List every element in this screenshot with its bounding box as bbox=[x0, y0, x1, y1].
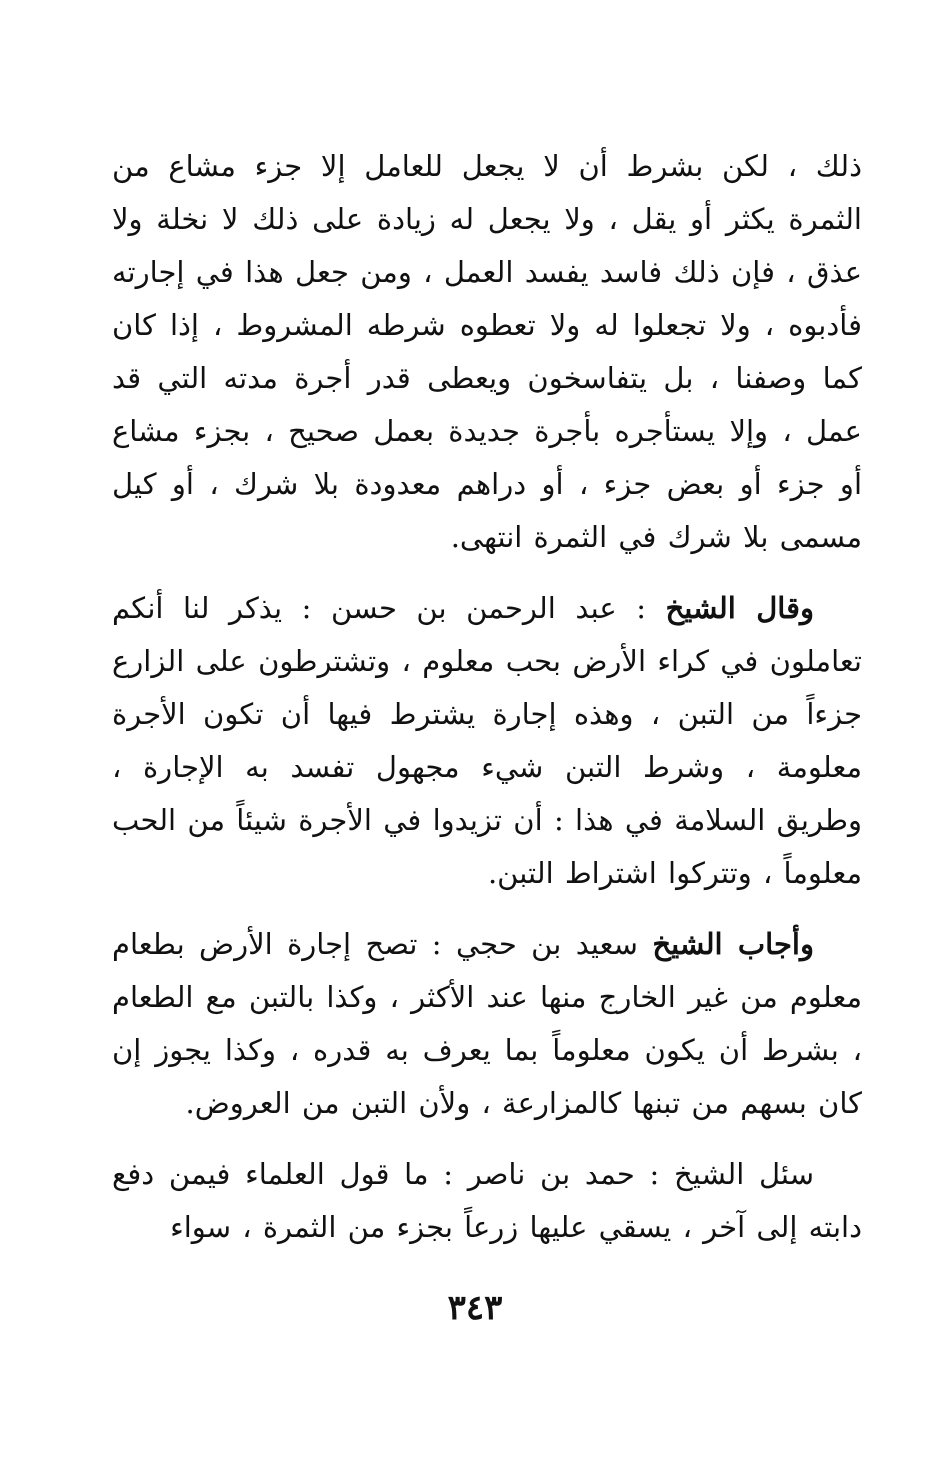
paragraph-1 bbox=[112, 140, 862, 564]
paragraph-2-text: : عبد الرحمن بن حسن : يذكر لنا أنكم تعاملون في كراء الأرض بحب معلوم ، وتشترطون على الزارع جزءاً من التبن ، وهذه إجارة يشترط فيها أن تكون الأجرة معلومة ، وشرط التبن شيء مجهول تفسد به الإجارة ، وطريق السلامة في هذا : أن تزيدوا في الأجرة شيئاً من الحب معلوماً ، وتتركوا اشتراط التبن. bbox=[112, 591, 862, 890]
paragraph-4-text: سئل الشيخ : حمد بن ناصر : ما قول العلماء فيمن دفع دابته إلى آخر ، يسقي عليها زرعاً بجزء من الثمرة ، سواء bbox=[112, 1157, 862, 1244]
paragraph-3-text: سعيد بن حجي : تصح إجارة الأرض بطعام معلوم من غير الخارج منها عند الأكثر ، وكذا بالتبن مع الطعام ، بشرط أن يكون معلوماً بما يعرف به قدره ، وكذا يجوز إن كان بسهم من تبنها كالمزارعة ، ولأن التبن من العروض. bbox=[112, 927, 862, 1120]
paragraph-4 bbox=[112, 1148, 862, 1254]
paragraph-3 bbox=[112, 918, 862, 1130]
page-number: ٣٤٣ bbox=[447, 1288, 503, 1328]
paragraph-3-lead: وأجاب الشيخ bbox=[652, 927, 814, 961]
paragraph-1-text: ذلك ، لكن بشرط أن لا يجعل للعامل إلا جزء مشاع من الثمرة يكثر أو يقل ، ولا يجعل له زيادة على ذلك لا نخلة ولا عذق ، فإن ذلك فاسد يفسد العمل ، ومن جعل هذا في إجارته فأدبوه ، ولا تجعلوا له ولا تعطوه شرطه المشروط ، إذا كان كما وصفنا ، بل يتفاسخون ويعطى قدر أجرة مدته التي قد عمل ، وإلا يستأجره بأجرة جديدة بعمل صحيح ، بجزء مشاع أو جزء أو بعض جزء ، أو دراهم معدودة بلا شرك ، أو كيل مسمى بلا شرك في الثمرة انتهى. bbox=[112, 149, 862, 554]
paragraph-2 bbox=[112, 582, 862, 900]
page-body bbox=[112, 140, 862, 1254]
paragraph-2-lead: وقال الشيخ bbox=[665, 591, 814, 625]
